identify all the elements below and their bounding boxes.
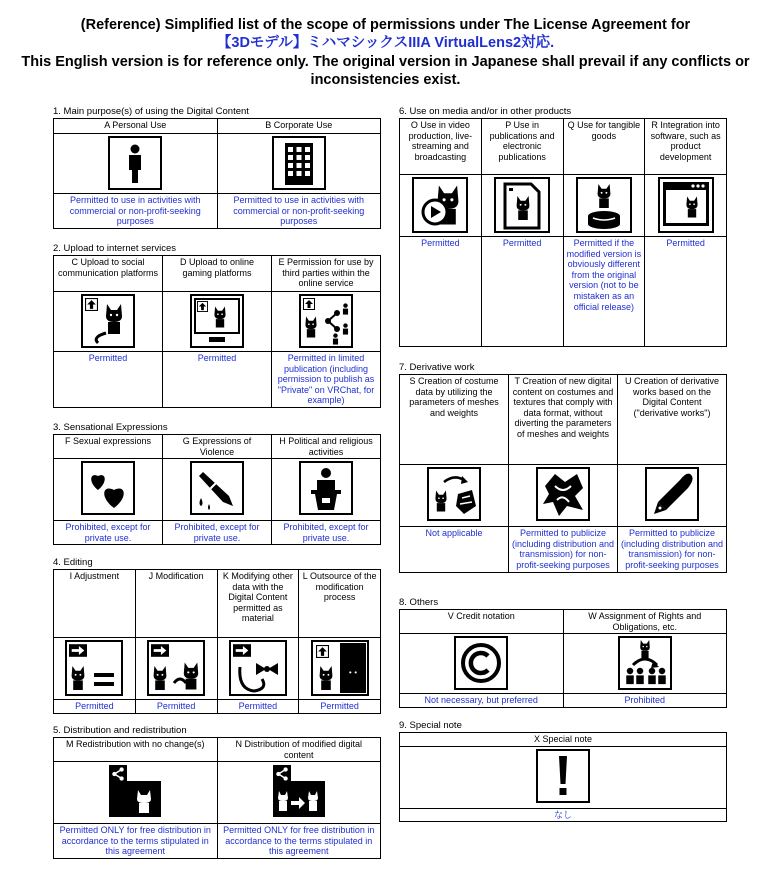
- permission-status: Permitted: [163, 352, 272, 408]
- permission-table: [399, 609, 727, 708]
- section-label: 3. Sensational Expressions: [53, 422, 168, 433]
- pen-icon: [644, 466, 700, 522]
- section-distribution: [53, 725, 381, 859]
- permission-header: F Sexual expressions: [54, 435, 163, 459]
- permission-icon-cell: [54, 134, 218, 194]
- permission-status: Permitted ONLY for free distribution in accordance to the terms stipulated in this agreement: [54, 824, 218, 859]
- permission-header: S Creation of costume data by utilizing the parameters of meshes and weights: [400, 375, 509, 465]
- permission-icon-cell: [509, 465, 618, 527]
- permission-status: Permitted: [481, 237, 563, 347]
- transfer-icon: [617, 635, 673, 691]
- section-label: 2. Upload to internet services: [53, 243, 177, 254]
- building-icon: [271, 135, 327, 191]
- permission-status: Not necessary, but preferred: [400, 694, 564, 708]
- texture-icon: [535, 466, 591, 522]
- permission-header: G Expressions of Violence: [163, 435, 272, 459]
- permission-header: V Credit notation: [400, 610, 564, 634]
- permission-status: Permitted to use in activities with commercial or non-profit-seeking purposes: [217, 194, 381, 229]
- section-label: 8. Others: [399, 597, 439, 608]
- title-line-4: inconsistencies exist.: [310, 72, 461, 88]
- permission-status: Not applicable: [400, 527, 509, 573]
- adjust-icon: [64, 639, 124, 697]
- permission-header: T Creation of new digital content on costumes and textures that comply with data format, without diverting the parameters of meshes and weights: [509, 375, 618, 465]
- permission-header: R Integration into software, such as product development: [645, 119, 727, 175]
- permission-status: Permitted: [299, 700, 381, 714]
- permission-icon-cell: [217, 638, 299, 700]
- section-label: 4. Editing: [53, 557, 93, 568]
- section-label: 7. Derivative work: [399, 362, 475, 373]
- hearts-icon: [80, 460, 136, 516]
- permission-status: Permitted if the modified version is obviously different from the original version (not to be mistaken as an official release): [563, 237, 645, 347]
- share-third-party-icon: [298, 293, 354, 349]
- permission-table: [53, 737, 381, 859]
- permission-header: U Creation of derivative works based on the Digital Content ("derivative works"): [618, 375, 727, 465]
- permission-header: H Political and religious activities: [272, 435, 381, 459]
- permission-header: O Use in video production, live-streaming and broadcasting: [400, 119, 482, 175]
- permission-icon-cell: [563, 175, 645, 237]
- permission-status: なし: [400, 808, 727, 822]
- permission-icon-cell: [54, 292, 163, 352]
- permission-header: L Outsource of the modification process: [299, 570, 381, 638]
- permission-status: Prohibited, except for private use.: [163, 521, 272, 545]
- permission-table: [53, 434, 381, 545]
- permission-status: Prohibited: [563, 694, 727, 708]
- permission-header: M Redistribution with no change(s): [54, 738, 218, 762]
- permission-status: Prohibited, except for private use.: [272, 521, 381, 545]
- permission-header: D Upload to online gaming platforms: [163, 256, 272, 292]
- permission-table: [399, 374, 727, 573]
- permission-status: Permitted to publicize (including distribution and transmission) for non-profit-seeking purposes: [618, 527, 727, 573]
- video-icon: [411, 176, 469, 234]
- section-others: [399, 597, 727, 708]
- permission-icon-cell: [272, 292, 381, 352]
- permission-icon-cell: [481, 175, 563, 237]
- permission-header: E Permission for use by third parties within the online service: [272, 256, 381, 292]
- permission-status: Permitted: [54, 700, 136, 714]
- permission-icon-cell: [618, 465, 727, 527]
- material-icon: [228, 639, 288, 697]
- permission-icon-cell: [299, 638, 381, 700]
- exclamation-icon: [535, 748, 591, 804]
- permission-header: K Modifying other data with the Digital Content permitted as material: [217, 570, 299, 638]
- permission-status: Permitted: [135, 700, 217, 714]
- permission-header: C Upload to social communication platforms: [54, 256, 163, 292]
- modify-icon: [146, 639, 206, 697]
- copyright-icon: [453, 635, 509, 691]
- product-name: 【3Dモデル】ミハマシックスIIIA VirtualLens2対応.: [216, 35, 555, 51]
- redistribute-icon: [105, 763, 165, 821]
- title-line-3: This English version is for reference only. The original version in Japanese shall prevail if any conflicts or: [21, 54, 750, 70]
- permission-icon-cell: [272, 459, 381, 521]
- permission-status: Permitted ONLY for free distribution in accordance to the terms stipulated in this agreement: [217, 824, 381, 859]
- figure-icon: [575, 176, 633, 234]
- permission-header: Q Use for tangible goods: [563, 119, 645, 175]
- permission-icon-cell: [400, 634, 564, 694]
- permission-icon-cell: [400, 746, 727, 808]
- permission-header: I Adjustment: [54, 570, 136, 638]
- upload-social-icon: [80, 293, 136, 349]
- knife-icon: [189, 460, 245, 516]
- permission-icon-cell: [563, 634, 727, 694]
- permission-status: Prohibited, except for private use.: [54, 521, 163, 545]
- permission-icon-cell: [163, 292, 272, 352]
- software-icon: [657, 176, 715, 234]
- section-upload: [53, 243, 381, 408]
- permission-header: X Special note: [400, 733, 727, 747]
- permission-icon-cell: [54, 638, 136, 700]
- permission-icon-cell: [400, 175, 482, 237]
- section-special-note: [399, 720, 727, 822]
- podium-icon: [298, 460, 354, 516]
- permission-icon-cell: [135, 638, 217, 700]
- permission-status: Permitted to use in activities with commercial or non-profit-seeking purposes: [54, 194, 218, 229]
- permission-status: Permitted: [400, 237, 482, 347]
- section-editing: [53, 557, 381, 714]
- permission-table: [399, 118, 727, 347]
- section-label: 1. Main purpose(s) of using the Digital Content: [53, 106, 249, 117]
- permission-table: [53, 118, 381, 229]
- permission-icon-cell: [645, 175, 727, 237]
- outsource-icon: [310, 639, 370, 697]
- permission-header: B Corporate Use: [217, 119, 381, 134]
- permission-table: [399, 732, 727, 822]
- permission-status: Permitted to publicize (including distribution and transmission) for non-profit-seeking purposes: [509, 527, 618, 573]
- permission-header: N Distribution of modified digital content: [217, 738, 381, 762]
- permission-icon-cell: [400, 465, 509, 527]
- permission-icon-cell: [54, 459, 163, 521]
- section-main-purpose: [53, 106, 381, 229]
- title-line-1: (Reference) Simplified list of the scope of permissions under The License Agreement for: [80, 17, 691, 33]
- permission-header: J Modification: [135, 570, 217, 638]
- section-derivative: [399, 362, 727, 573]
- upload-game-icon: [189, 293, 245, 349]
- permission-header: P Use in publications and electronic publications: [481, 119, 563, 175]
- permission-header: A Personal Use: [54, 119, 218, 134]
- permission-icon-cell: [163, 459, 272, 521]
- publication-icon: [493, 176, 551, 234]
- section-media: [399, 106, 727, 347]
- permission-icon-cell: [217, 134, 381, 194]
- permission-table: [53, 255, 381, 408]
- person-icon: [107, 135, 163, 191]
- permission-header: W Assignment of Rights and Obligations, etc.: [563, 610, 727, 634]
- permission-status: Permitted: [54, 352, 163, 408]
- section-sensational: [53, 422, 381, 545]
- permission-status: Permitted: [645, 237, 727, 347]
- permission-status: Permitted in limited publication (including permission to publish as "Private" on VRChat, for example): [272, 352, 381, 408]
- section-label: 9. Special note: [399, 720, 462, 731]
- section-label: 5. Distribution and redistribution: [53, 725, 187, 736]
- permission-icon-cell: [217, 762, 381, 824]
- permission-table: [53, 569, 381, 714]
- permission-icon-cell: [54, 762, 218, 824]
- permission-status: Permitted: [217, 700, 299, 714]
- costume-icon: [426, 466, 482, 522]
- title-line-2: [20, 34, 751, 52]
- distribute-modified-icon: [269, 763, 329, 821]
- section-label: 6. Use on media and/or in other products: [399, 106, 572, 117]
